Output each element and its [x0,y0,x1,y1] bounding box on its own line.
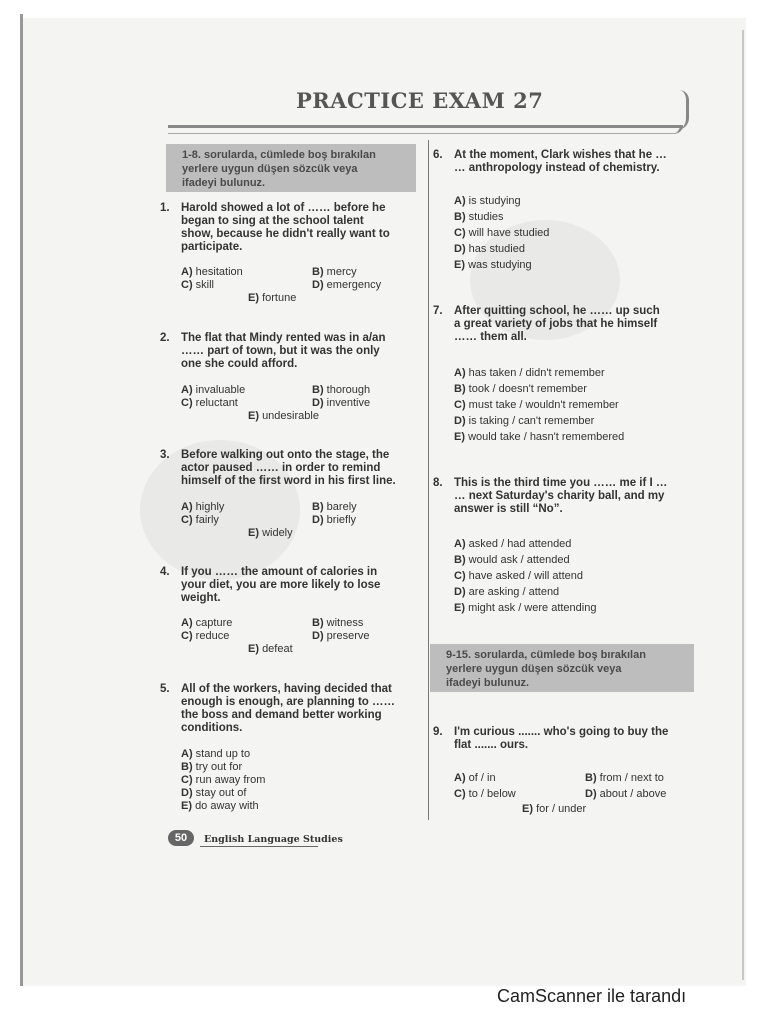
question-2 [160,332,420,374]
question-1 [160,202,420,258]
question-stem-line: the boss and demand better working [181,709,382,721]
options-q9 [454,772,694,818]
instruction-line: yerlere uygun düşen sözcük veya [446,663,622,675]
option-b[interactable]: B) thorough [312,384,371,396]
option-a[interactable]: A) has taken / didn't remember [454,367,605,379]
option-d[interactable]: D) emergency [312,279,382,291]
instruction-line: ifadeyi bulunuz. [446,677,530,689]
options-q7 [454,367,694,447]
option-b[interactable]: B) from / next to [585,772,664,784]
question-stem-line: weight. [181,592,221,604]
question-number: 8. [433,477,443,489]
option-c[interactable]: C) skill [181,279,215,291]
question-stem-line: …… part of town, but it was the only [181,345,380,357]
option-a[interactable]: A) invaluable [181,384,246,396]
instruction-box-1-8 [166,144,416,192]
question-stem-line: Before walking out onto the stage, the [181,449,390,461]
option-a[interactable]: A) highly [181,501,225,513]
scanner-watermark: CamScanner ile tarandı [497,986,687,1006]
option-b[interactable]: B) try out for [181,761,243,773]
option-a[interactable]: A) hesitation [181,266,243,278]
question-stem-line: I'm curious ....... who's going to buy the [454,726,669,738]
question-5 [160,683,422,739]
page-edge-right [742,30,744,980]
question-stem-line: flat ....... ours. [454,739,529,751]
question-stem-line: actor paused …… in order to remind [181,462,381,474]
option-e[interactable]: E) defeat [248,643,293,655]
question-stem-line: After quitting school, he …… up such [454,305,660,317]
options-q3 [181,501,421,545]
question-stem-line: … anthropology instead of chemistry. [454,162,660,174]
question-stem-line: show, because he didn't really want to [181,228,390,240]
option-c[interactable]: C) to / below [454,788,516,800]
question-stem-line: All of the workers, having decided that [181,683,392,695]
option-c[interactable]: C) have asked / will attend [454,570,584,582]
option-e[interactable]: E) might ask / were attending [454,602,597,614]
question-stem-line: …… them all. [454,331,527,343]
option-e[interactable]: E) fortune [248,292,297,304]
option-b[interactable]: B) would ask / attended [454,554,570,566]
question-number: 1. [160,202,170,214]
question-number: 5. [160,683,170,695]
option-c[interactable]: C) will have studied [454,227,550,239]
options-q2 [181,384,421,428]
option-b[interactable]: B) mercy [312,266,357,278]
instruction-line: 1-8. sorularda, cümlede boş bırakılan [182,149,376,161]
option-d[interactable]: D) has studied [454,243,525,255]
option-d[interactable]: D) briefly [312,514,357,526]
question-number: 6. [433,149,443,161]
column-divider [428,140,429,820]
book-title: English Language Studies [204,834,343,845]
question-stem-line: Harold showed a lot of …… before he [181,202,386,214]
option-e[interactable]: E) would take / hasn't remembered [454,431,625,443]
option-c[interactable]: C) fairly [181,514,219,526]
question-8 [433,477,695,519]
option-d[interactable]: D) are asking / attend [454,586,560,598]
question-stem-line: a great variety of jobs that he himself [454,318,658,330]
question-stem-line: participate. [181,241,243,253]
instruction-line: ifadeyi bulunuz. [182,177,266,189]
option-e[interactable]: E) do away with [181,800,259,812]
question-number: 9. [433,726,443,738]
option-b[interactable]: B) studies [454,211,504,223]
option-d[interactable]: D) inventive [312,397,371,409]
question-stem-line: If you …… the amount of calories in [181,566,378,578]
option-d[interactable]: D) stay out of [181,787,247,799]
option-c[interactable]: C) reluctant [181,397,238,409]
option-e[interactable]: E) undesirable [248,410,319,422]
option-a[interactable]: A) is studying [454,195,521,207]
question-stem-line: answer is still “No”. [454,503,563,515]
options-q8 [454,538,694,618]
option-a[interactable]: A) stand up to [181,748,251,760]
option-b[interactable]: B) witness [312,617,364,629]
title-bracket [676,90,689,130]
page-title: PRACTICE EXAM 27 [296,88,544,113]
option-c[interactable]: C) run away from [181,774,266,786]
question-7 [433,305,695,347]
option-e[interactable]: E) for / under [522,803,587,815]
instruction-line: 9-15. sorularda, cümlede boş bırakılan [446,649,646,661]
question-9 [433,726,695,754]
option-a[interactable]: A) asked / had attended [454,538,572,550]
option-b[interactable]: B) took / doesn't remember [454,383,587,395]
question-stem-line: one she could afford. [181,358,298,370]
question-number: 2. [160,332,170,344]
question-6 [433,149,695,177]
instruction-box-9-15 [430,644,694,692]
title-underline [168,125,683,134]
page-edge-left [20,14,23,986]
option-b[interactable]: B) barely [312,501,357,513]
options-q6 [454,195,674,271]
option-a[interactable]: A) of / in [454,772,496,784]
question-stem-line: your diet, you are more likely to lose [181,579,381,591]
option-e[interactable]: E) widely [248,527,293,539]
question-stem-line: The flat that Mindy rented was in a/an [181,332,386,344]
option-d[interactable]: D) about / above [585,788,667,800]
options-q1 [181,266,421,310]
question-stem-line: At the moment, Clark wishes that he … [454,149,667,161]
footer-underline [200,846,318,847]
question-stem-line: This is the third time you …… me if I … [454,477,668,489]
question-4 [160,566,420,608]
options-q4 [181,617,421,661]
instruction-line: yerlere uygun düşen sözcük veya [182,163,358,175]
page-number-badge: 50 [168,830,194,846]
option-a[interactable]: A) capture [181,617,233,629]
option-c[interactable]: C) reduce [181,630,230,642]
option-c[interactable]: C) must take / wouldn't remember [454,399,619,411]
question-stem-line: enough is enough, are planning to …… [181,696,396,708]
question-stem-line: began to sing at the school talent [181,215,364,227]
option-e[interactable]: E) was studying [454,259,532,271]
option-d[interactable]: D) is taking / can't remember [454,415,595,427]
question-stem-line: conditions. [181,722,243,734]
question-stem-line: … next Saturday's charity ball, and my [454,490,665,502]
question-number: 3. [160,449,170,461]
question-3 [160,449,422,491]
question-number: 4. [160,566,170,578]
option-d[interactable]: D) preserve [312,630,370,642]
question-stem-line: himself of the first word in his first line. [181,475,396,487]
question-number: 7. [433,305,443,317]
options-q5 [181,748,381,816]
